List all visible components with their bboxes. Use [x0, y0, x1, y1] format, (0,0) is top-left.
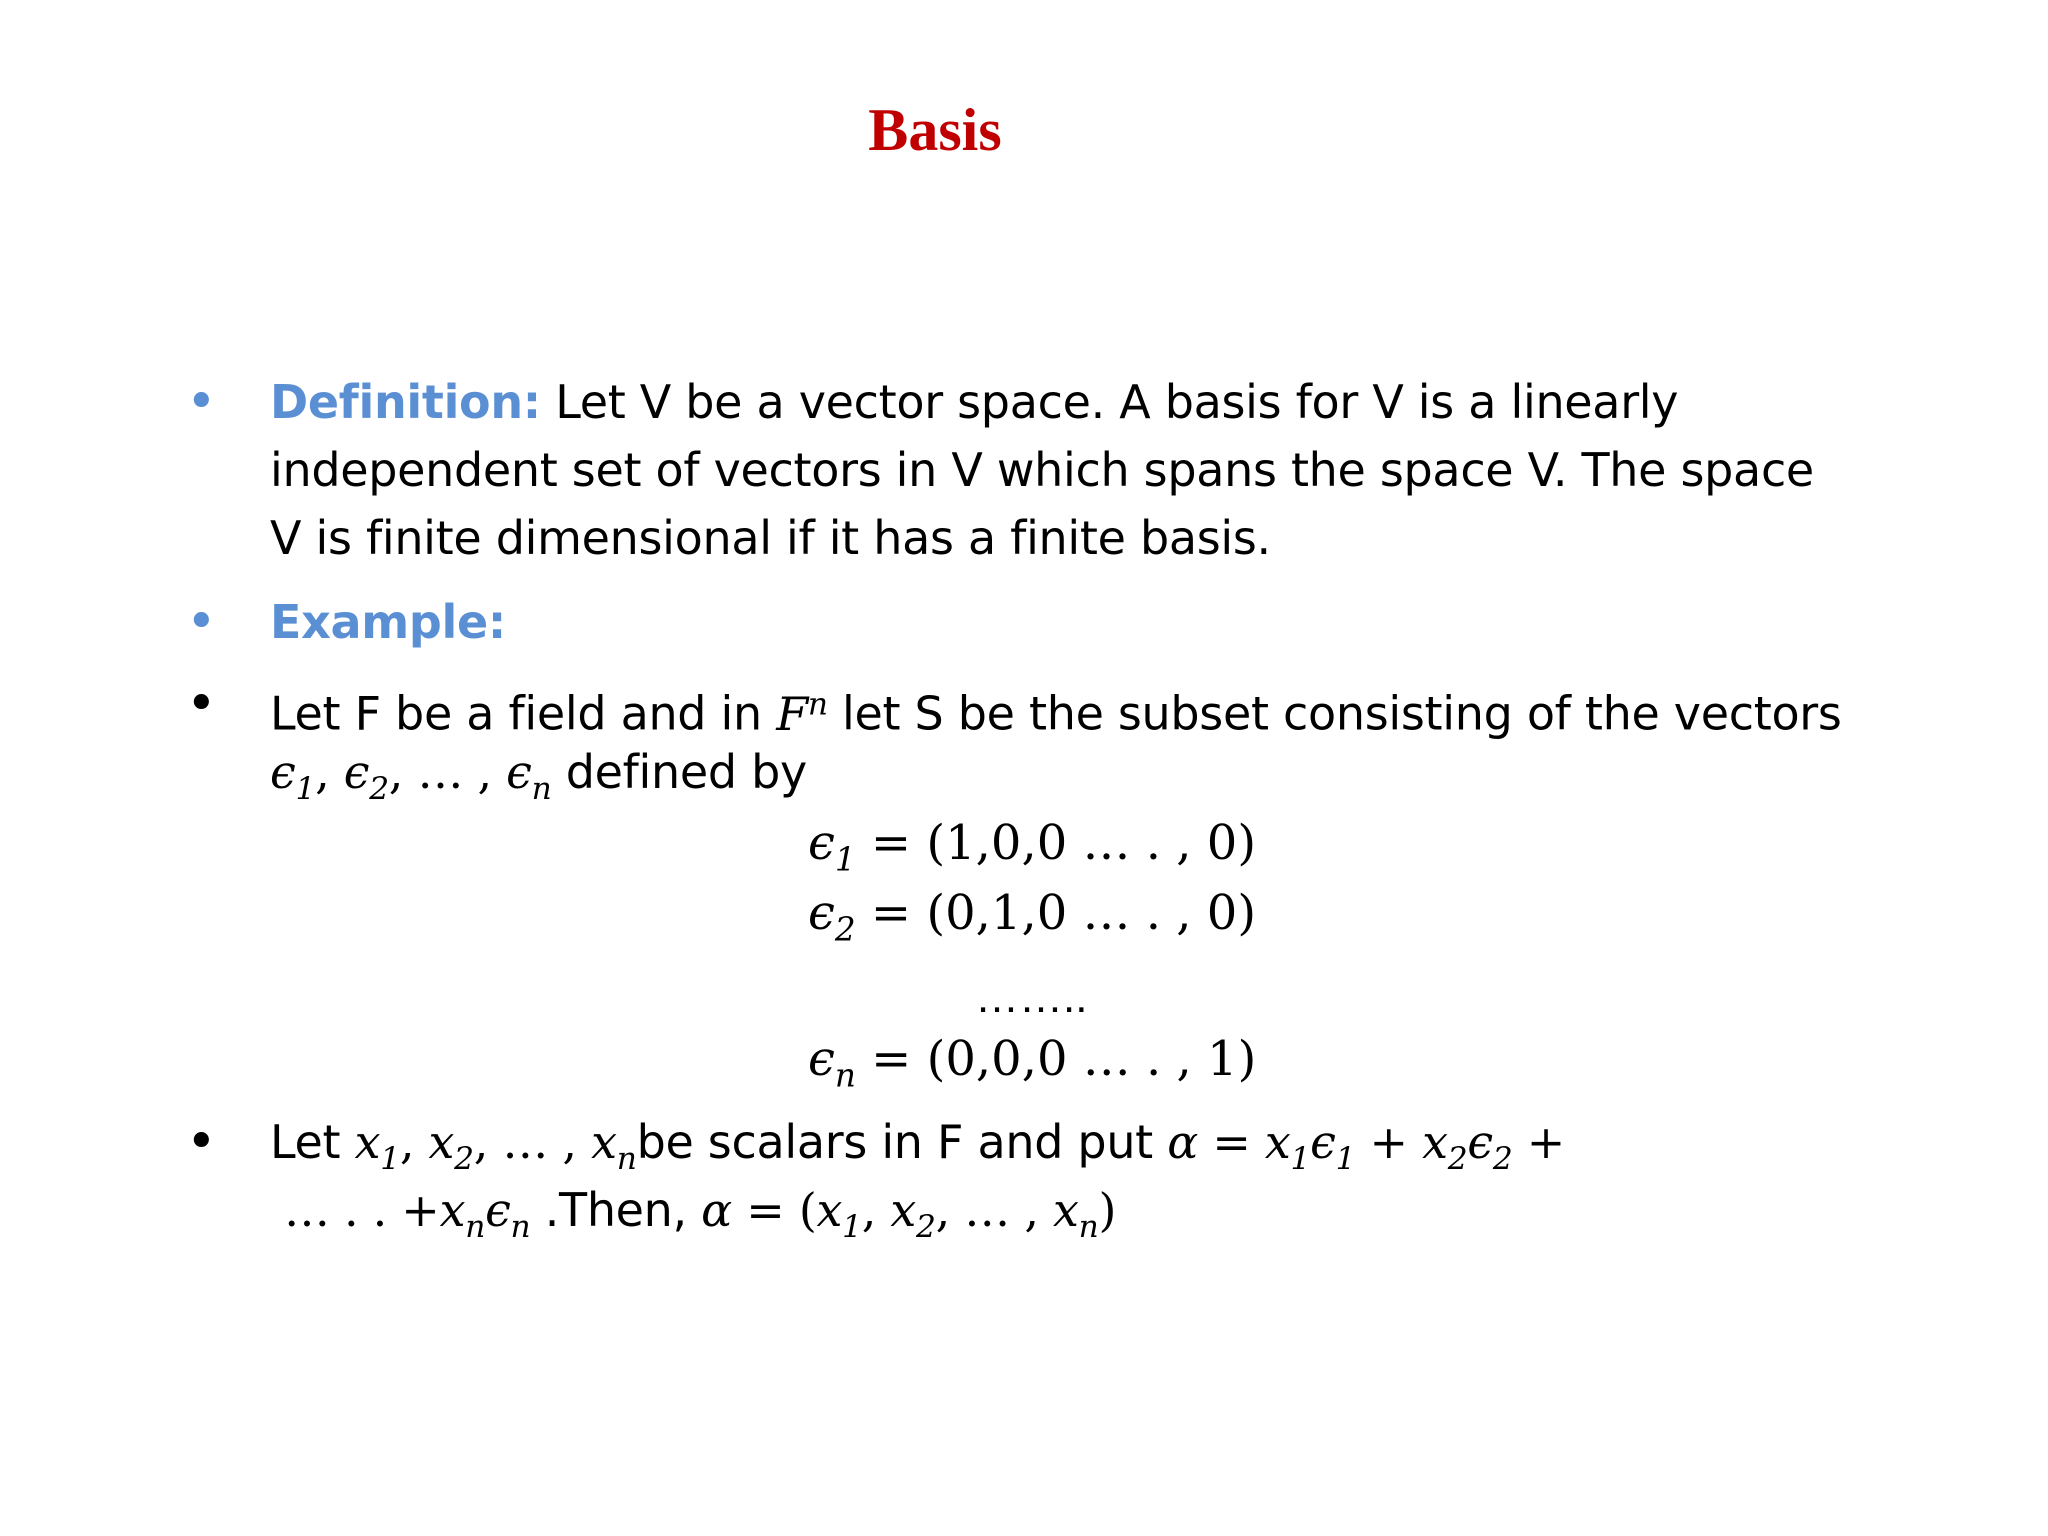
eps-symbol: ϵ — [270, 745, 296, 799]
x-sub-1: 1 — [842, 1208, 862, 1245]
ellipsis: … — [417, 745, 478, 799]
x-symbol: x — [439, 1183, 466, 1237]
let-f-text-b: let S be the subset consisting of the vectors — [827, 686, 1842, 741]
eps-sub-n: n — [510, 1208, 531, 1245]
scalar-list — [354, 1115, 637, 1177]
equation-e1-rhs: = (1,0,0 … . , 0) — [855, 815, 1257, 871]
paren-open: ( — [798, 1183, 817, 1237]
eps-symbol: ϵ — [808, 1031, 835, 1087]
alpha-symbol: α — [1167, 1115, 1198, 1169]
separator: , — [399, 1115, 429, 1169]
equation-e2 — [808, 878, 1256, 964]
definition-label: Definition: — [270, 375, 541, 429]
eps-symbol: ϵ — [343, 745, 370, 799]
bullet-definition: • — [186, 372, 217, 432]
plus-sign: + — [1355, 1115, 1423, 1169]
bullet-scalars: • — [186, 1112, 217, 1172]
definition-line-1 — [270, 368, 1678, 436]
x-symbol: x — [354, 1115, 381, 1169]
scalars-line-2 — [284, 1176, 1116, 1261]
separator: , — [473, 1115, 503, 1169]
x-sub-n: n — [616, 1140, 637, 1177]
eq-sub-n: n — [834, 1056, 856, 1095]
x-sub-2: 2 — [454, 1140, 474, 1177]
x-sub-2: 2 — [916, 1208, 936, 1245]
eps-symbol: ϵ — [1467, 1115, 1493, 1169]
x-symbol: x — [591, 1115, 617, 1169]
eps-sub-2: 2 — [369, 770, 389, 807]
x-symbol: x — [1422, 1115, 1448, 1169]
bullet-let-f: • — [186, 674, 217, 734]
ellipsis: … , — [964, 1183, 1053, 1237]
x-sub-2: 2 — [1447, 1140, 1468, 1177]
let-f-text-a: Let F be a field and in — [270, 686, 777, 741]
equation-en — [808, 1024, 1256, 1110]
separator: , — [861, 1183, 891, 1237]
alpha-tuple — [701, 1183, 1117, 1245]
separator: , — [315, 745, 344, 799]
eq-sub-1: 1 — [834, 840, 856, 879]
definition-line-3: V is finite dimensional if it has a finite basis. — [270, 511, 1271, 565]
x-symbol: x — [1264, 1115, 1291, 1169]
ellipsis-plus: … . . + — [284, 1183, 440, 1237]
equation-en-rhs: = (0,0,0 … . , 1) — [855, 1031, 1257, 1087]
x-symbol: x — [1052, 1183, 1079, 1237]
x-symbol: x — [428, 1115, 455, 1169]
eps-symbol: ϵ — [808, 815, 835, 871]
equation-e2-rhs: = (0,1,0 … . , 0) — [855, 885, 1257, 941]
eps-sub-2: 2 — [1492, 1140, 1513, 1177]
scalars-let: Let — [270, 1115, 355, 1169]
eps-symbol: ϵ — [808, 885, 835, 941]
bullet-example: • — [186, 592, 217, 652]
separator: , — [935, 1183, 965, 1237]
equals-sign: = — [1198, 1115, 1265, 1169]
example-line — [270, 588, 506, 656]
eps-symbol: ϵ — [1310, 1115, 1336, 1169]
plus-sign: + — [1512, 1115, 1565, 1169]
slide-title: Basis — [868, 97, 1002, 163]
equals-sign: = — [731, 1183, 799, 1237]
alpha-tail — [284, 1183, 531, 1245]
example-label: Example: — [270, 595, 506, 649]
x-sub-n: n — [1078, 1208, 1099, 1245]
eps-sub-n: n — [531, 770, 552, 807]
let-f-text-c: defined by — [551, 745, 807, 799]
paren-close: ) — [1098, 1183, 1117, 1237]
eps-symbol: ϵ — [506, 745, 532, 799]
eps-list — [270, 745, 552, 807]
field-fn — [776, 687, 827, 741]
alpha-expression — [1167, 1115, 1565, 1177]
x-symbol: x — [890, 1183, 917, 1237]
eps-sub-1: 1 — [295, 770, 316, 807]
equation-dots: …….. — [975, 973, 1088, 1022]
x-sub-1: 1 — [380, 1140, 400, 1177]
then-text: .Then, — [530, 1183, 702, 1237]
separator: , — [477, 745, 507, 799]
definition-text-1: Let V be a vector space. A basis for V is a linearly — [540, 375, 1679, 429]
let-f-line-2 — [270, 738, 807, 823]
x-sub-n: n — [465, 1208, 486, 1245]
field-exponent: n — [807, 686, 828, 722]
definition-line-2: independent set of vectors in V which spans the space V. The space — [270, 443, 1814, 497]
eq-sub-2: 2 — [834, 910, 856, 949]
eps-sub-1: 1 — [1335, 1140, 1356, 1177]
separator: , — [388, 745, 418, 799]
let-f-line-1 — [270, 670, 1842, 748]
field-symbol: F — [776, 686, 808, 741]
alpha-symbol: α — [701, 1183, 732, 1237]
x-sub-1: 1 — [1290, 1140, 1311, 1177]
x-symbol: x — [816, 1183, 843, 1237]
ellipsis: … , — [502, 1115, 592, 1169]
scalars-text: be scalars in F and put — [636, 1115, 1168, 1169]
eps-symbol: ϵ — [485, 1183, 511, 1237]
